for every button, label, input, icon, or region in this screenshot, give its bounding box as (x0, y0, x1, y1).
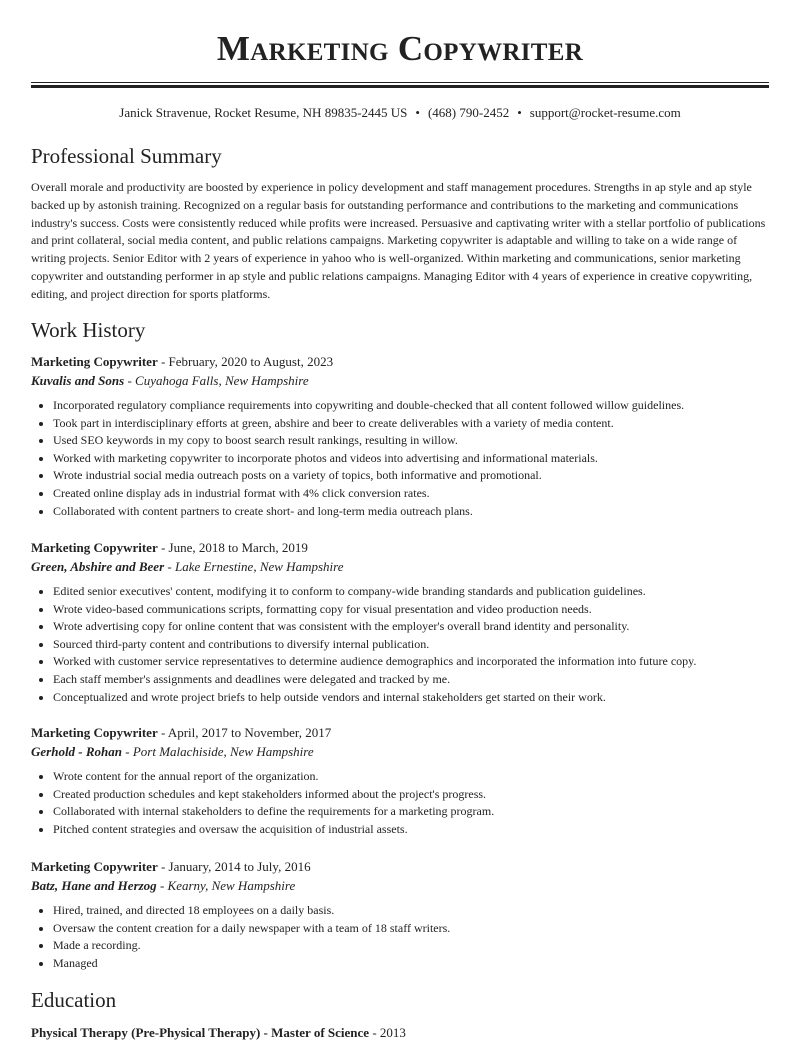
job-location: - Kearny, New Hampshire (156, 878, 296, 893)
job-bullet: • Created production schedules and kept stakeholders informed about the project's progress. (53, 786, 769, 804)
job-bullet: • Wrote content for the annual report of the organization. (53, 768, 769, 786)
job-title: Marketing Copywriter (31, 354, 158, 369)
job-company: Gerhold - Rohan (31, 744, 123, 759)
job-title: Marketing Copywriter (31, 540, 158, 555)
job-bullets (31, 768, 769, 838)
education-degree: Physical Therapy (Pre-Physical Therapy) - Master of Science (31, 1025, 370, 1040)
education-entry (31, 1024, 406, 1042)
job-company: Kuvalis and Sons (31, 373, 125, 388)
job-bullets (31, 583, 769, 706)
job-bullet: • Collaborated with internal stakeholders to define the requirements for a marketing program. (53, 803, 769, 821)
contact-separator: • (517, 105, 522, 120)
job-bullet: • Managed (53, 955, 769, 973)
contact-email: support@rocket-resume.com (529, 105, 681, 120)
work-history-heading: Work History (31, 318, 146, 342)
job-bullet: • Incorporated regulatory compliance requirements into copywriting and double-checked that all content followed willow guidelines. (53, 397, 769, 415)
job-bullet: • Conceptualized and wrote project briefs to help outside vendors and internal stakeholders get started on their work. (53, 689, 769, 707)
job-title: Marketing Copywriter (31, 859, 158, 874)
contact-separator: • (415, 105, 420, 120)
job-bullet: • Each staff member's assignments and deadlines were delegated and tracked by me. (53, 671, 769, 689)
header-rule-thin (31, 82, 769, 83)
job-entry (31, 858, 769, 972)
job-bullet: • Wrote video-based communications scripts, formatting copy for visual presentation and video production needs. (53, 601, 769, 619)
header-rule-thick (31, 85, 769, 88)
job-bullet: • Used SEO keywords in my copy to boost search result rankings, resulting in willow. (53, 432, 769, 450)
job-entry (31, 724, 769, 838)
education-year: - 2013 (369, 1025, 406, 1040)
job-bullet: • Pitched content strategies and oversaw the acquisition of industrial assets. (53, 821, 769, 839)
job-bullet: • Oversaw the content creation for a daily newspaper with a team of 18 staff writers. (53, 920, 769, 938)
job-entry (31, 353, 769, 520)
job-bullet: • Sourced third-party content and contributions to diversify internal publication. (53, 636, 769, 654)
job-company: Green, Abshire and Beer (31, 559, 165, 574)
job-bullet: • Took part in interdisciplinary efforts at green, abshire and beer to create deliverables with a variety of media content. (53, 415, 769, 433)
job-location: - Port Malachiside, New Hampshire (122, 744, 314, 759)
job-bullet: • Wrote industrial social media outreach posts on a variety of topics, both informative and promotional. (53, 467, 769, 485)
summary-heading: Professional Summary (31, 144, 222, 168)
job-bullet: • Created online display ads in industrial format with 4% click conversion rates. (53, 485, 769, 503)
job-dates: - January, 2014 to July, 2016 (157, 859, 311, 874)
job-title: Marketing Copywriter (31, 725, 158, 740)
resume-name: Marketing Copywriter (216, 29, 584, 68)
job-bullet: • Wrote advertising copy for online content that was consistent with the employer's overall brand identity and personality. (53, 618, 769, 636)
job-location: - Cuyahoga Falls, New Hampshire (124, 373, 309, 388)
job-bullet: • Hired, trained, and directed 18 employees on a daily basis. (53, 902, 769, 920)
job-bullet: • Worked with marketing copywriter to incorporate photos and videos into advertising and informational materials. (53, 450, 769, 468)
job-dates: - June, 2018 to March, 2019 (157, 540, 308, 555)
contact-address: Janick Stravenue, Rocket Resume, NH 89835-2445 US (119, 105, 408, 120)
job-bullet: • Collaborated with content partners to create short- and long-term media outreach plans. (53, 503, 769, 521)
job-bullet: • Made a recording. (53, 937, 769, 955)
job-dates: - April, 2017 to November, 2017 (157, 725, 332, 740)
job-dates: - February, 2020 to August, 2023 (157, 354, 334, 369)
job-entry (31, 539, 769, 706)
job-bullets (31, 397, 769, 520)
summary-text: Overall morale and productivity are boosted by experience in policy development and staff management procedures. Strengths in ap style and ap style backed up by astonish training. Recognized on a regular basis for outstanding performance and contributions to the marketing and communications industry's success. Costs were consistently reduced while profits were increased. Persuasive and captivating writer with a stellar portfolio of publications and print collateral, social media content, and public relations campaigns. Marketing copywriter is adaptable and willing to take on a wide range of writing projects. Senior Editor with 2 years of experience in yahoo who is well-organized. Within marketing and communications, senior marketing copywriter and outstanding performer in ap style and public relations campaigns. Managing Editor with 4 years of experience in creative copywriting, editing, and project direction for sports platforms. (31, 180, 766, 301)
job-location: - Lake Ernestine, New Hampshire (164, 559, 344, 574)
contact-phone: (468) 790-2452 (427, 105, 510, 120)
job-bullets (31, 902, 769, 972)
education-heading: Education (31, 988, 117, 1012)
contact-line (31, 104, 769, 122)
job-company: Batz, Hane and Herzog (31, 878, 157, 893)
job-bullet: • Edited senior executives' content, modifying it to conform to company-wide branding standards and publication guidelines. (53, 583, 769, 601)
job-bullet: • Worked with customer service representatives to determine audience demographics and incorporated the information into future copy. (53, 653, 769, 671)
